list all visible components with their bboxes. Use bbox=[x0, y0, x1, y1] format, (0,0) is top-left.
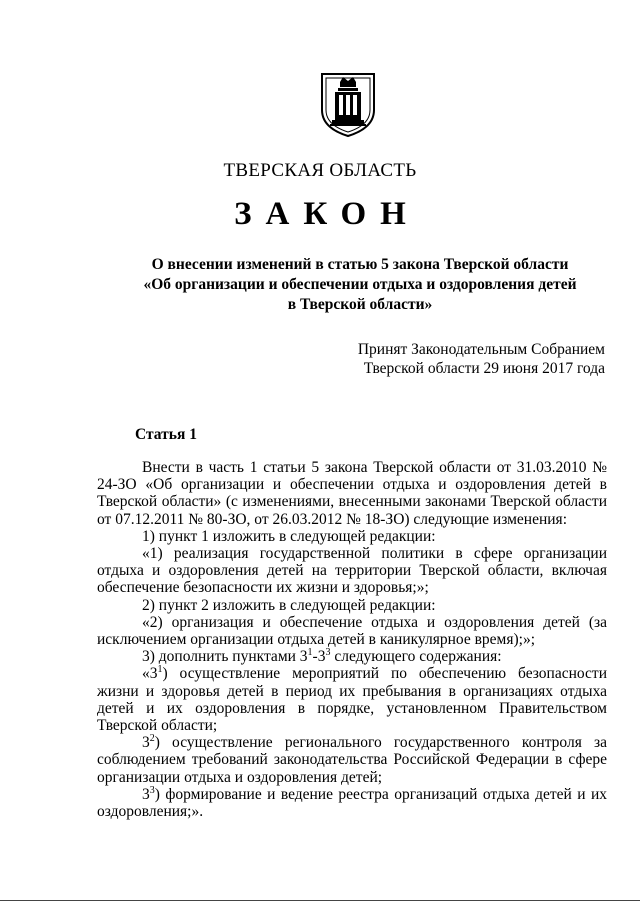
adoption-line: Принят Законодательным Собранием bbox=[357, 341, 605, 358]
law-title-line: «Об организации и обеспечении отдыха и оздоровления детей bbox=[143, 276, 577, 293]
paragraph: $3^3$) формирование и ведение реестра организаций отдыха детей и их оздоровления;». bbox=[97, 784, 607, 821]
document-type: ЗАКОН bbox=[234, 196, 420, 232]
paragraph: 2) пункт 2 изложить в следующей редакции: bbox=[142, 596, 436, 614]
tver-coat-of-arms-icon bbox=[318, 70, 378, 138]
region-name: ТВЕРСКАЯ ОБЛАСТЬ bbox=[223, 160, 417, 181]
law-title bbox=[120, 255, 600, 315]
law-title-line: в Тверской области» bbox=[287, 296, 433, 313]
article-body bbox=[97, 459, 607, 820]
paragraph: «2) организация и обеспечение отдыха и оздоровления детей (за исключением организации отдыха детей в каникулярное время);»; bbox=[97, 613, 607, 649]
adoption-note bbox=[358, 340, 605, 378]
paragraph: Внести в часть 1 статьи 5 закона Тверской области от 31.03.2010 № 24-ЗО «Об организации и обеспечении отдыха и оздоровления детей в Тверской области» (с изменениями, внесенными законами Тверской области от 07.12.2011 № 80-ЗО, от 26.03.2012 № 18-ЗО) следующие изменения: bbox=[97, 459, 607, 528]
adoption-line: Тверской области 29 июня 2017 года bbox=[363, 360, 605, 377]
law-title-line: О внесении изменений в статью 5 закона Тверской области bbox=[151, 256, 569, 273]
page-edge-divider bbox=[0, 900, 640, 901]
paragraph: 3) дополнить пунктами $3^1-3^3$ следующего содержания: bbox=[142, 647, 502, 666]
paragraph: $3^2$) осуществление регионального государственного контроля за соблюдением требований законодательства Российской Федерации в сфере организации отдыха и оздоровления детей; bbox=[97, 733, 607, 786]
paragraph: «1) реализация государственной политики в сфере организации отдыха и оздоровления детей на территории Тверской области, включая обеспечение безопасности их жизни и здоровья;»; bbox=[97, 545, 607, 597]
article-heading: Статья 1 bbox=[135, 426, 197, 443]
paragraph: «$3^1$) осуществление мероприятий по обеспечению безопасности жизни и здоровья детей в период их пребывания в организациях отдыха детей и их оздоровления в порядке, установленном Правительством Тверской области; bbox=[97, 664, 607, 735]
paragraph: 1) пункт 1 изложить в следующей редакции: bbox=[142, 527, 436, 545]
